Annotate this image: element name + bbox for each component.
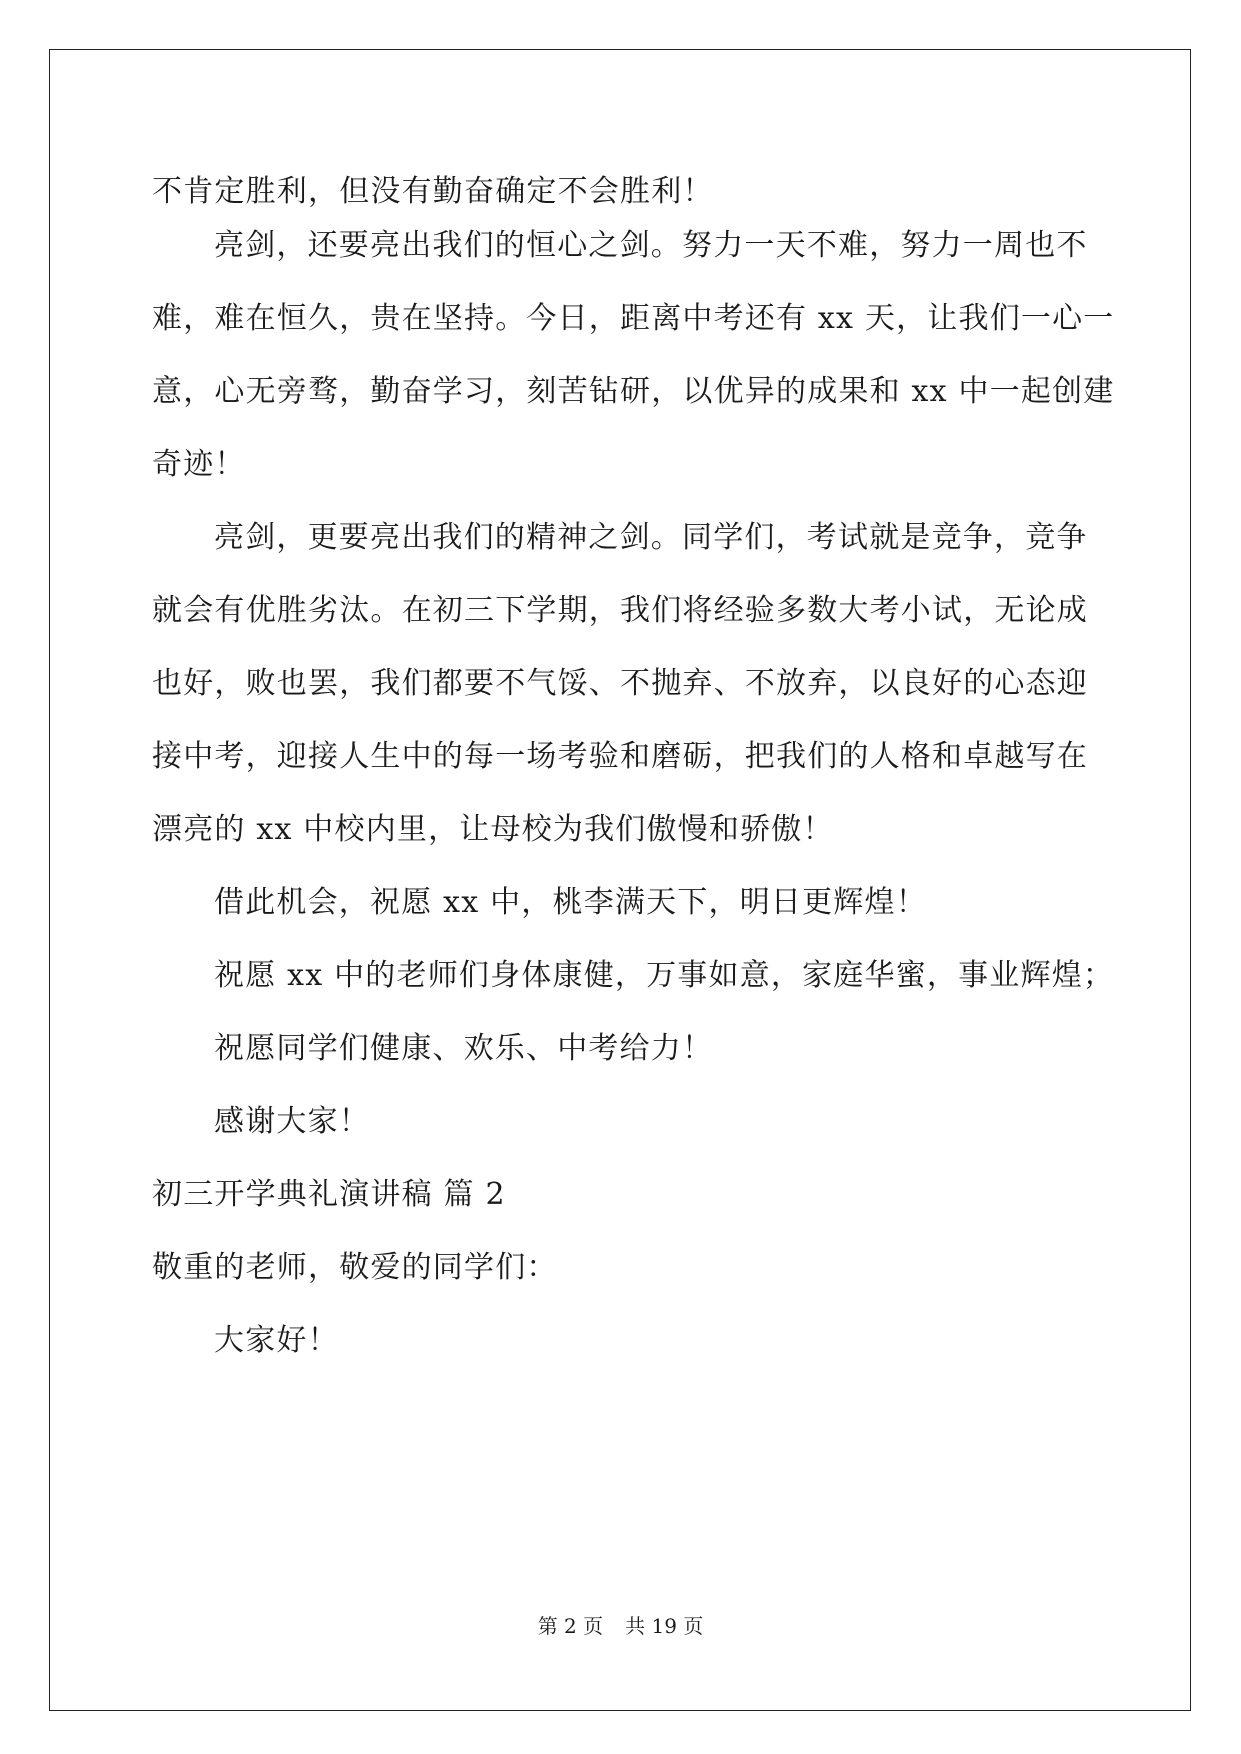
text-line: 接中考，迎接人生中的每一场考验和磨砺，把我们的人格和卓越写在 [152,739,1088,774]
text-line: 不肯定胜利，但没有勤奋确定不会胜利！ [152,174,714,209]
salutation: 敬重的老师，敬爱的同学们： [152,1250,558,1285]
paragraph-line: 亮剑，更要亮出我们的精神之剑。同学们，考试就是竞争，竞争 [214,520,1088,555]
page-footer [0,1612,1241,1640]
text-line: 就会有优胜劣汰。在初三下学期，我们将经验多数大考小试，无论成 [152,593,1088,628]
text-line: 意，心无旁骛，勤奋学习，刻苦钻研，以优异的成果和 xx 中一起创建 [152,374,1115,409]
paragraph-line: 祝愿 xx 中的老师们身体康健，万事如意，家庭华蜜，事业辉煌； [214,958,1115,993]
paragraph-line: 祝愿同学们健康、欢乐、中考给力！ [214,1031,714,1066]
page-number: 第 2 页 [537,1614,604,1638]
paragraph-line: 借此机会，祝愿 xx 中，桃李满天下，明日更辉煌！ [214,885,927,920]
page-total: 共 19 页 [625,1614,704,1638]
text-line: 奇迹！ [152,447,246,482]
paragraph-line: 亮剑，还要亮出我们的恒心之剑。努力一天不难，努力一周也不 [214,228,1088,263]
text-line: 漂亮的 xx 中校内里，让母校为我们傲慢和骄傲！ [152,812,834,847]
section-heading: 初三开学典礼演讲稿 篇 2 [152,1177,506,1212]
text-line: 难，难在恒久，贵在坚持。今日，距离中考还有 xx 天，让我们一心一 [152,301,1115,336]
greeting-line: 大家好！ [214,1323,339,1358]
text-line: 也好，败也罢，我们都要不气馁、不抛弃、不放弃，以良好的心态迎 [152,666,1088,701]
paragraph-line: 感谢大家！ [214,1104,370,1139]
